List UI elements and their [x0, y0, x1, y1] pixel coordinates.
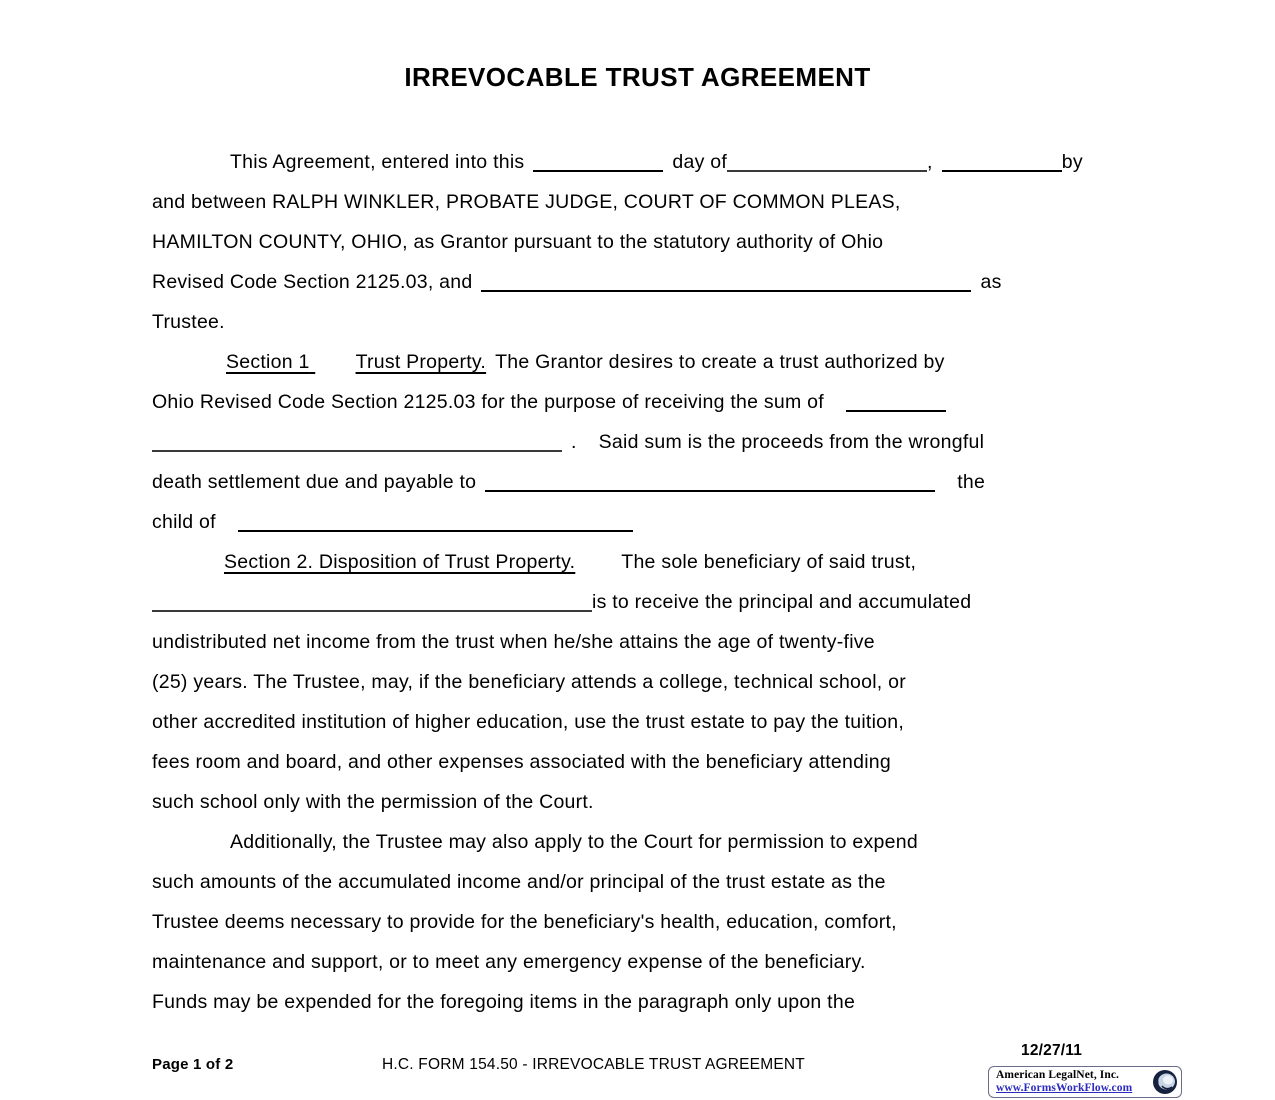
- blank-sum-part2[interactable]: [152, 429, 562, 452]
- section-2-line-7: such school only with the permission of the Court.: [152, 791, 594, 813]
- additional-paragraph-line-2: such amounts of the accumulated income and/or principal of the trust estate as the: [152, 871, 886, 893]
- vendor-url-link[interactable]: www.FormsWorkFlow.com: [996, 1082, 1133, 1094]
- american-legalnet-badge: [988, 1066, 1182, 1098]
- blank-sum-part1[interactable]: [846, 389, 946, 412]
- section-2-line-4: (25) years. The Trustee, may, if the beneficiary attends a college, technical school, or: [152, 671, 906, 693]
- section-2-line-6: fees room and board, and other expenses associated with the beneficiary attending: [152, 751, 891, 773]
- section-1-number: Section 1: [226, 351, 310, 373]
- section-1-line1-text: The Grantor desires to create a trust authorized by: [495, 351, 945, 373]
- section-2-line-3: undistributed net income from the trust when he/she attains the age of twenty-five: [152, 631, 875, 653]
- p1-line4-text-b: as: [980, 271, 1002, 293]
- blank-beneficiary-name[interactable]: [152, 589, 592, 612]
- additional-line1-text: Additionally, the Trustee may also apply to the Court for permission to expend: [230, 831, 918, 853]
- section-1-line3-text-b: Said sum is the proceeds from the wrongful: [598, 431, 985, 453]
- additional-paragraph-line-1: [152, 822, 1132, 862]
- additional-paragraph-line-5: Funds may be expended for the foregoing items in the paragraph only upon the: [152, 991, 856, 1013]
- additional-paragraph-line-4: maintenance and support, or to meet any emergency expense of the beneficiary.: [152, 951, 866, 973]
- section-2-line2-text: is to receive the principal and accumulated: [592, 591, 972, 613]
- footer-page-number: Page 1 of 2: [152, 1056, 234, 1073]
- footer-form-label: H.C. FORM 154.50 - IRREVOCABLE TRUST AGREEMENT: [382, 1056, 805, 1073]
- section-1-line2-text: Ohio Revised Code Section 2125.03 for the purpose of receiving the sum of: [152, 391, 824, 413]
- section-2-line1-text: The sole beneficiary of said trust,: [621, 551, 917, 573]
- blank-year[interactable]: [942, 149, 1062, 172]
- section-1-line4-text-b: the: [957, 471, 986, 493]
- section-1-line-3: [152, 422, 1132, 462]
- blank-child-of[interactable]: [238, 509, 633, 532]
- vendor-name: American LegalNet, Inc.: [996, 1069, 1120, 1081]
- blank-payable-to[interactable]: [485, 469, 935, 492]
- blank-trustee-name[interactable]: [481, 269, 971, 292]
- paragraph-1-line-2: and between RALPH WINKLER, PROBATE JUDGE, COURT OF COMMON PLEAS,: [152, 191, 901, 213]
- section-2-line-2: [152, 582, 1132, 622]
- footer-revision-date: 12/27/11: [1021, 1042, 1083, 1059]
- section-2-heading-line: [152, 542, 1132, 582]
- paragraph-1-line-4: [152, 262, 1132, 302]
- p1-text-c: ,: [927, 151, 933, 173]
- p1-text-d: by: [1061, 151, 1083, 173]
- section-1-line-4: [152, 462, 1132, 502]
- section-1-line3-text-a: .: [571, 431, 577, 453]
- p1-text-a: This Agreement, entered into this: [230, 151, 525, 173]
- p1-text-b: day of: [672, 151, 728, 173]
- paragraph-1-line-3: HAMILTON COUNTY, OHIO, as Grantor pursuant to the statutory authority of Ohio: [152, 231, 884, 253]
- section-1-line5-text: child of: [152, 511, 216, 533]
- section-1-line4-text-a: death settlement due and payable to: [152, 471, 477, 493]
- paragraph-1-line-5: Trustee.: [152, 311, 225, 333]
- blank-month[interactable]: [727, 149, 927, 172]
- american-legalnet-logo-icon: [1152, 1069, 1178, 1095]
- section-1-title: Trust Property.: [355, 351, 487, 373]
- section-2-heading: Section 2. Disposition of Trust Property.: [224, 551, 576, 573]
- section-2-line-5: other accredited institution of higher education, use the trust estate to pay the tuition,: [152, 711, 905, 733]
- paragraph-1-line-1: [152, 142, 1132, 182]
- document-body: [152, 142, 1132, 1022]
- p1-line4-text-a: Revised Code Section 2125.03, and: [152, 271, 473, 293]
- blank-day[interactable]: [533, 149, 663, 172]
- page-title: IRREVOCABLE TRUST AGREEMENT: [404, 62, 871, 92]
- section-1-line-5: [152, 502, 1132, 542]
- section-1-heading-line: [152, 342, 1132, 382]
- section-1-line-2: [152, 382, 1132, 422]
- additional-paragraph-line-3: Trustee deems necessary to provide for the beneficiary's health, education, comfort,: [152, 911, 897, 933]
